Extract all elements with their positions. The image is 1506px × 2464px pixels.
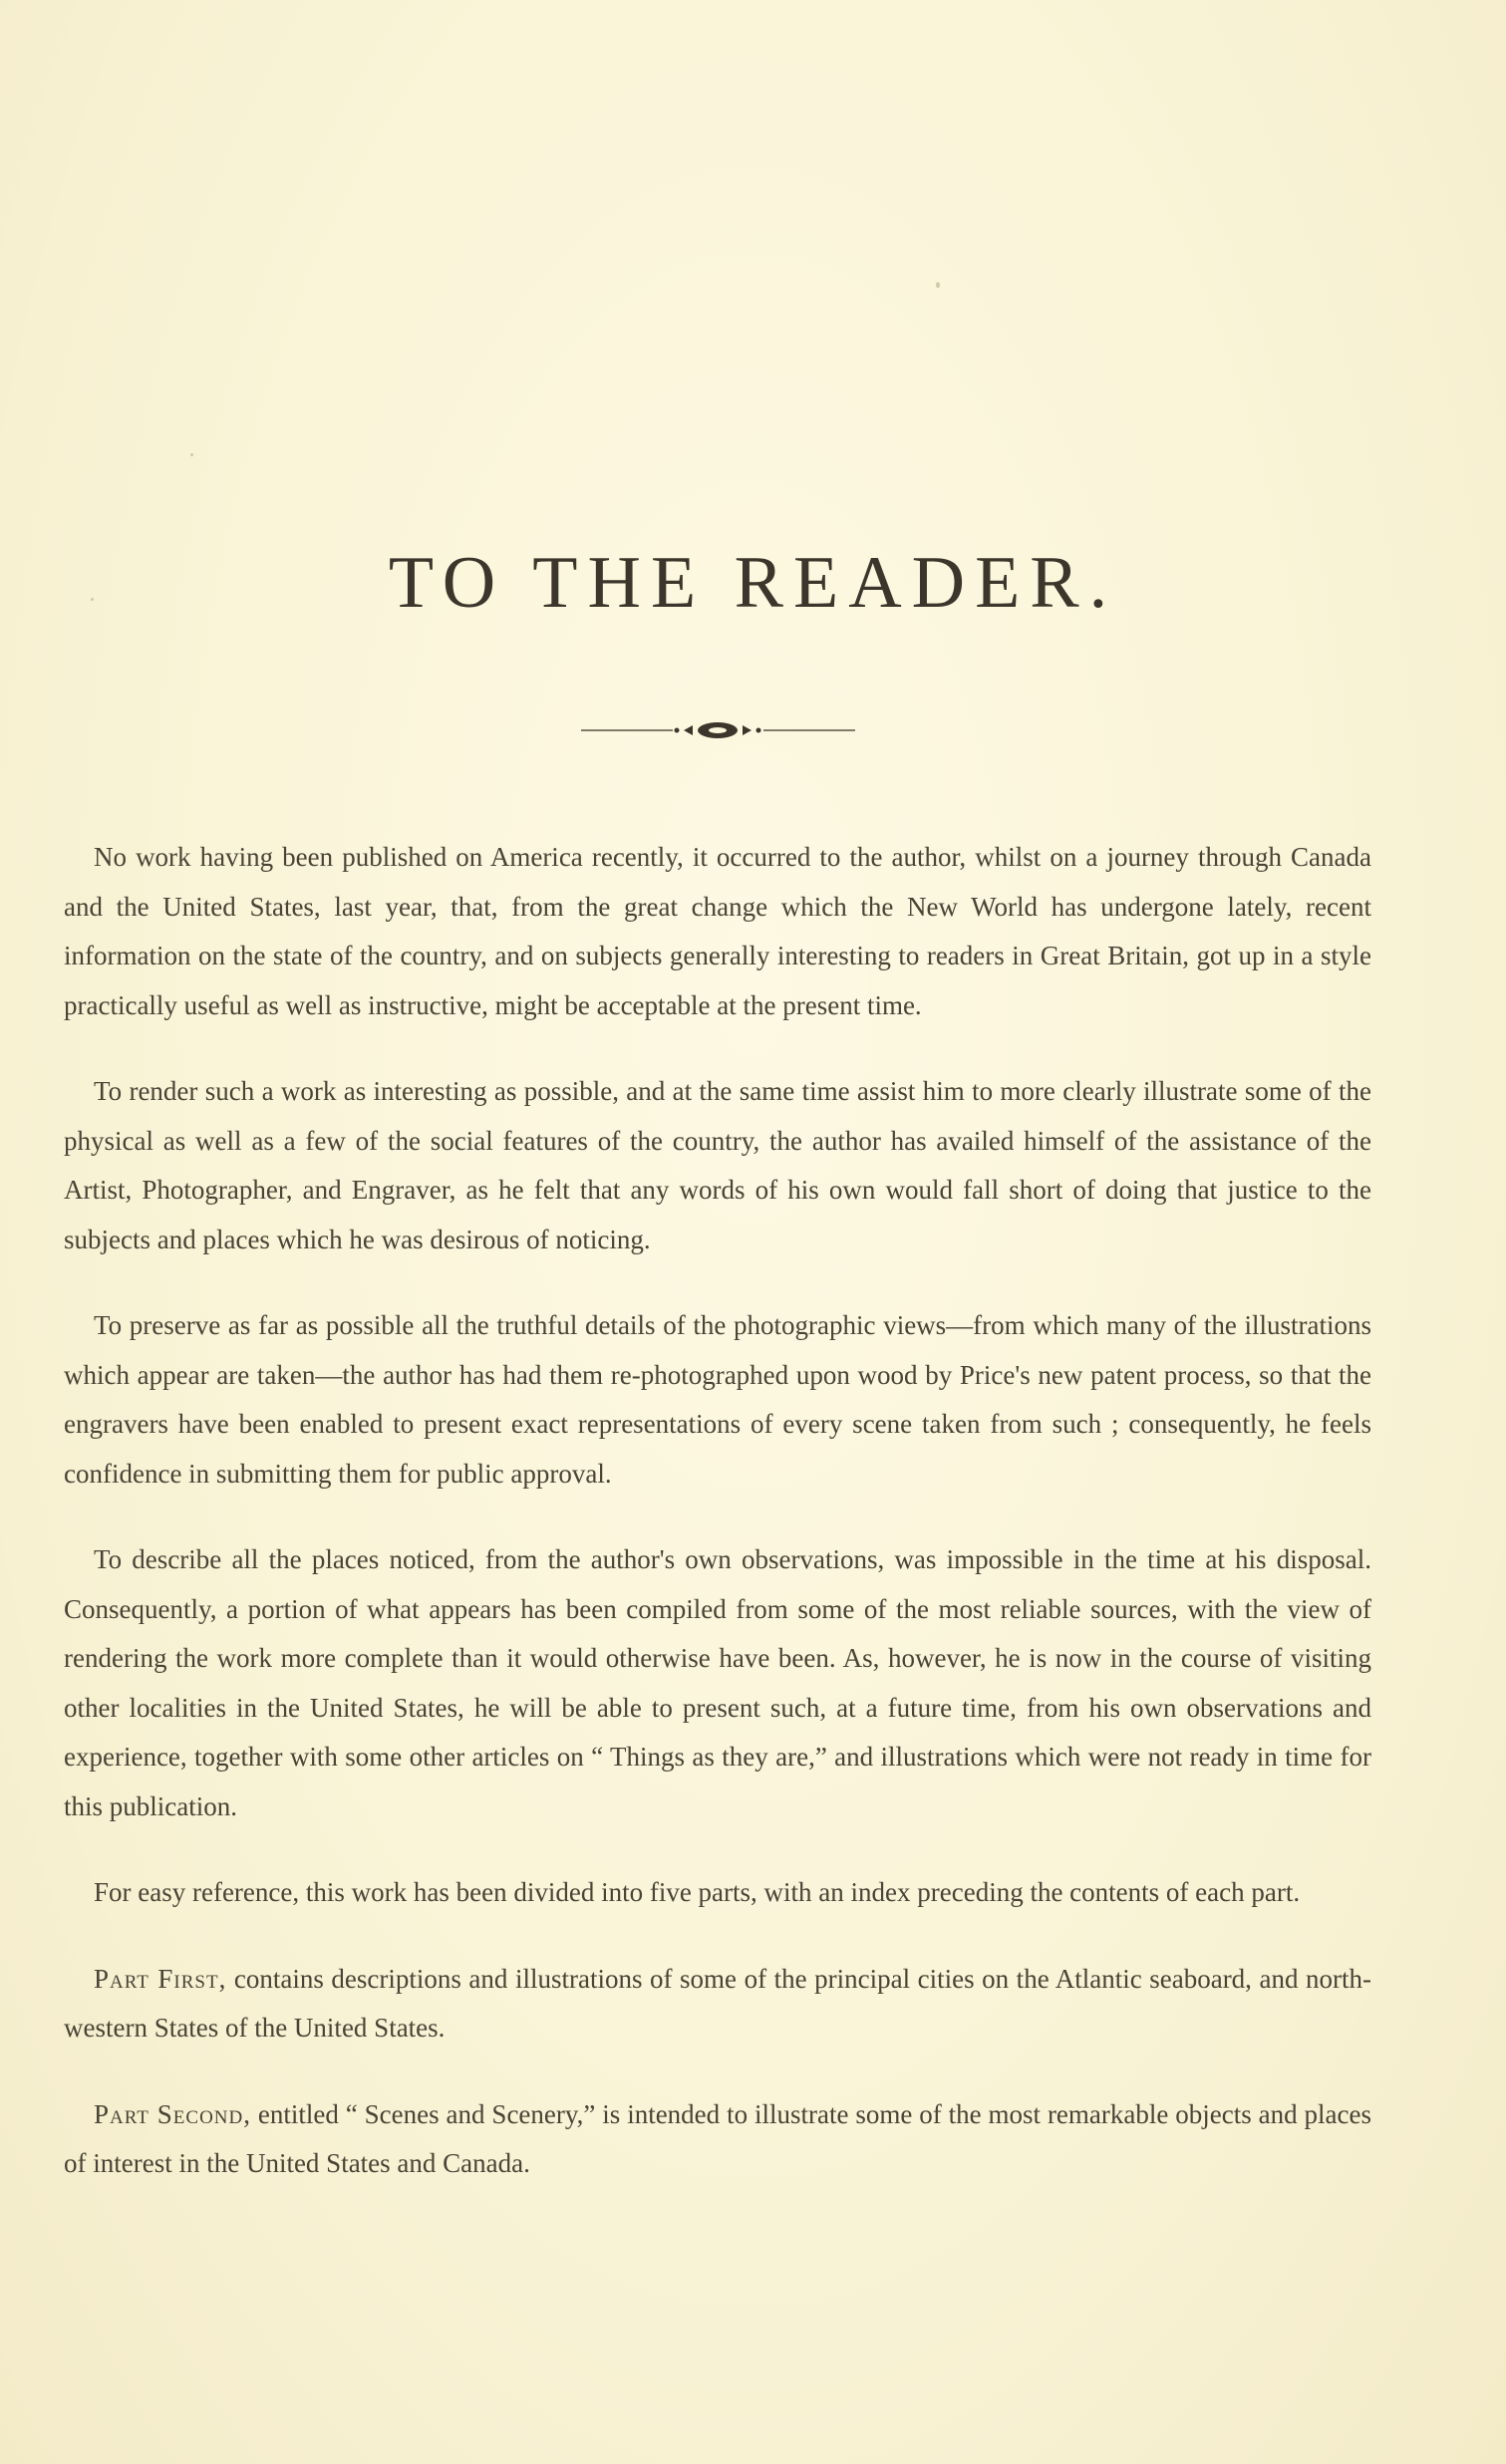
paragraph: To render such a work as interesting as possible, and at the same time assist him to more clearly illustrate some of the physical as well as a few of the social features of the country, the author has availed himself of the assistance of the Artist, Photographer, and Engraver, as he felt that any words of his own would fall short of doing that justice to the subjects and places which he was desirous of noticing. [64, 1076, 1371, 1254]
paragraph: Part Second, entitled “ Scenes and Scenery,” is intended to illustrate some of the most remarkable objects and places of interest in the United States and Canada. [64, 2098, 1371, 2178]
paragraph: To describe all the places noticed, from the author's own observations, was impossible in the time at his disposal. Consequently, a portion of what appears has been compiled from some of the most reliable sources, with the view of rendering the work more complete than it would otherwise have been. As, however, he is now in the course of visiting other localities in the United States, he will be able to present such, at a future time, from his own observations and experience, together with some other articles on “ Things as they are,” and illustrations which were not ready in time for this publication. [64, 1544, 1371, 1821]
paragraph: For easy reference, this work has been divided into five parts, with an index preceding the contents of each part. [94, 1877, 1301, 1907]
ornamental-divider [581, 715, 855, 745]
ink-speck [190, 453, 193, 456]
paragraph: No work having been published on America recently, it occurred to the author, whilst on a journey through Canada and the United States, last year, that, from the great change which the New World has undergone lately, recent information on the state of the country, and on subjects generally interesting to readers in Great Britain, got up in a style practically useful as well as instructive, might be acceptable at the present time. [64, 842, 1371, 1020]
part-heading: Part First, [94, 1963, 227, 1994]
paragraph: Part First, contains descriptions and illustrations of some of the principal cities on the Atlantic seaboard, and north-western States of the United States. [64, 1963, 1371, 2043]
paragraph: To preserve as far as possible all the truthful details of the photographic views—from which many of the illustrations which appear are taken—the author has had them re-photographed upon wood by Price's new patent process, so that the engravers have been enabled to present exact representations of every scene taken from such ; consequently, he feels confidence in submitting them for public approval. [64, 1310, 1371, 1489]
body-text [64, 833, 1371, 2226]
page-title: TO THE READER. [388, 542, 1118, 624]
part-heading: Part Second, [94, 2098, 251, 2129]
ink-speck [936, 282, 940, 288]
